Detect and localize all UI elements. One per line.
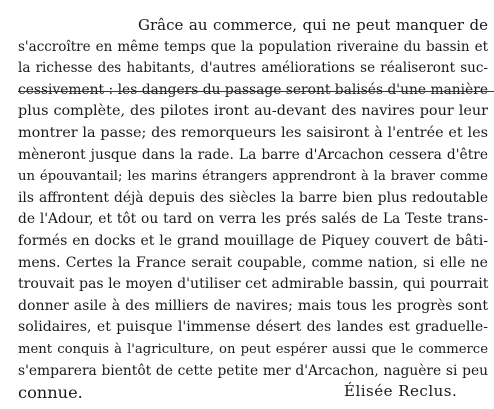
text-line: cessivement : les dangers du passage seront balisés d'une manière [18, 81, 488, 98]
text-line: trouvait pas le moyen d'utiliser cet admirable bassin, qui pourrait [18, 276, 489, 293]
text-line: mèneront jusque dans la rade. La barre d'Arcachon cessera d'être [18, 146, 488, 163]
text-line: solidaires, et puisque l'immense désert des landes est graduelle- [18, 319, 488, 336]
text-line: plus complète, des pilotes iront au-devant des navires pour leur [18, 103, 488, 120]
text-line: de l'Adour, et tôt ou tard on verra les prés salés de La Teste trans- [18, 211, 488, 228]
text-line: ment conquis à l'agriculture, on peut espérer aussi que le commerce [18, 341, 488, 357]
article-text [18, 15, 488, 404]
text-line: un épouvantail; les marins étrangers apprendront à la braver comme [18, 169, 488, 185]
author-signature: Élisée Reclus. [344, 382, 458, 400]
text-line: ils affrontent déjà depuis des siècles la barre bien plus redoutable [18, 189, 488, 206]
text-line: s'accroître en même temps que la population riveraine du bassin et [18, 38, 488, 55]
text-line: mens. Certes la France serait coupable, comme nation, si elle ne [18, 254, 488, 271]
text-line: la richesse des habitants, d'autres améliorations se réaliseront suc- [18, 60, 488, 77]
text-line: montrer la passe; des remorqueurs les saisiront à l'entrée et les [18, 124, 488, 141]
text-line: Grâce au commerce, qui ne peut manquer de [138, 16, 488, 34]
underline-rule [18, 91, 494, 92]
text-line: s'emparera bientôt de cette petite mer d'Arcachon, naguère si peu [18, 362, 488, 379]
text-line: donner asile à des milliers de navires; mais tous les progrès sont [18, 297, 488, 314]
text-line: connue. [18, 383, 83, 403]
text-line: formés en docks et le grand mouillage de Piquey couvert de bâti- [18, 232, 488, 249]
